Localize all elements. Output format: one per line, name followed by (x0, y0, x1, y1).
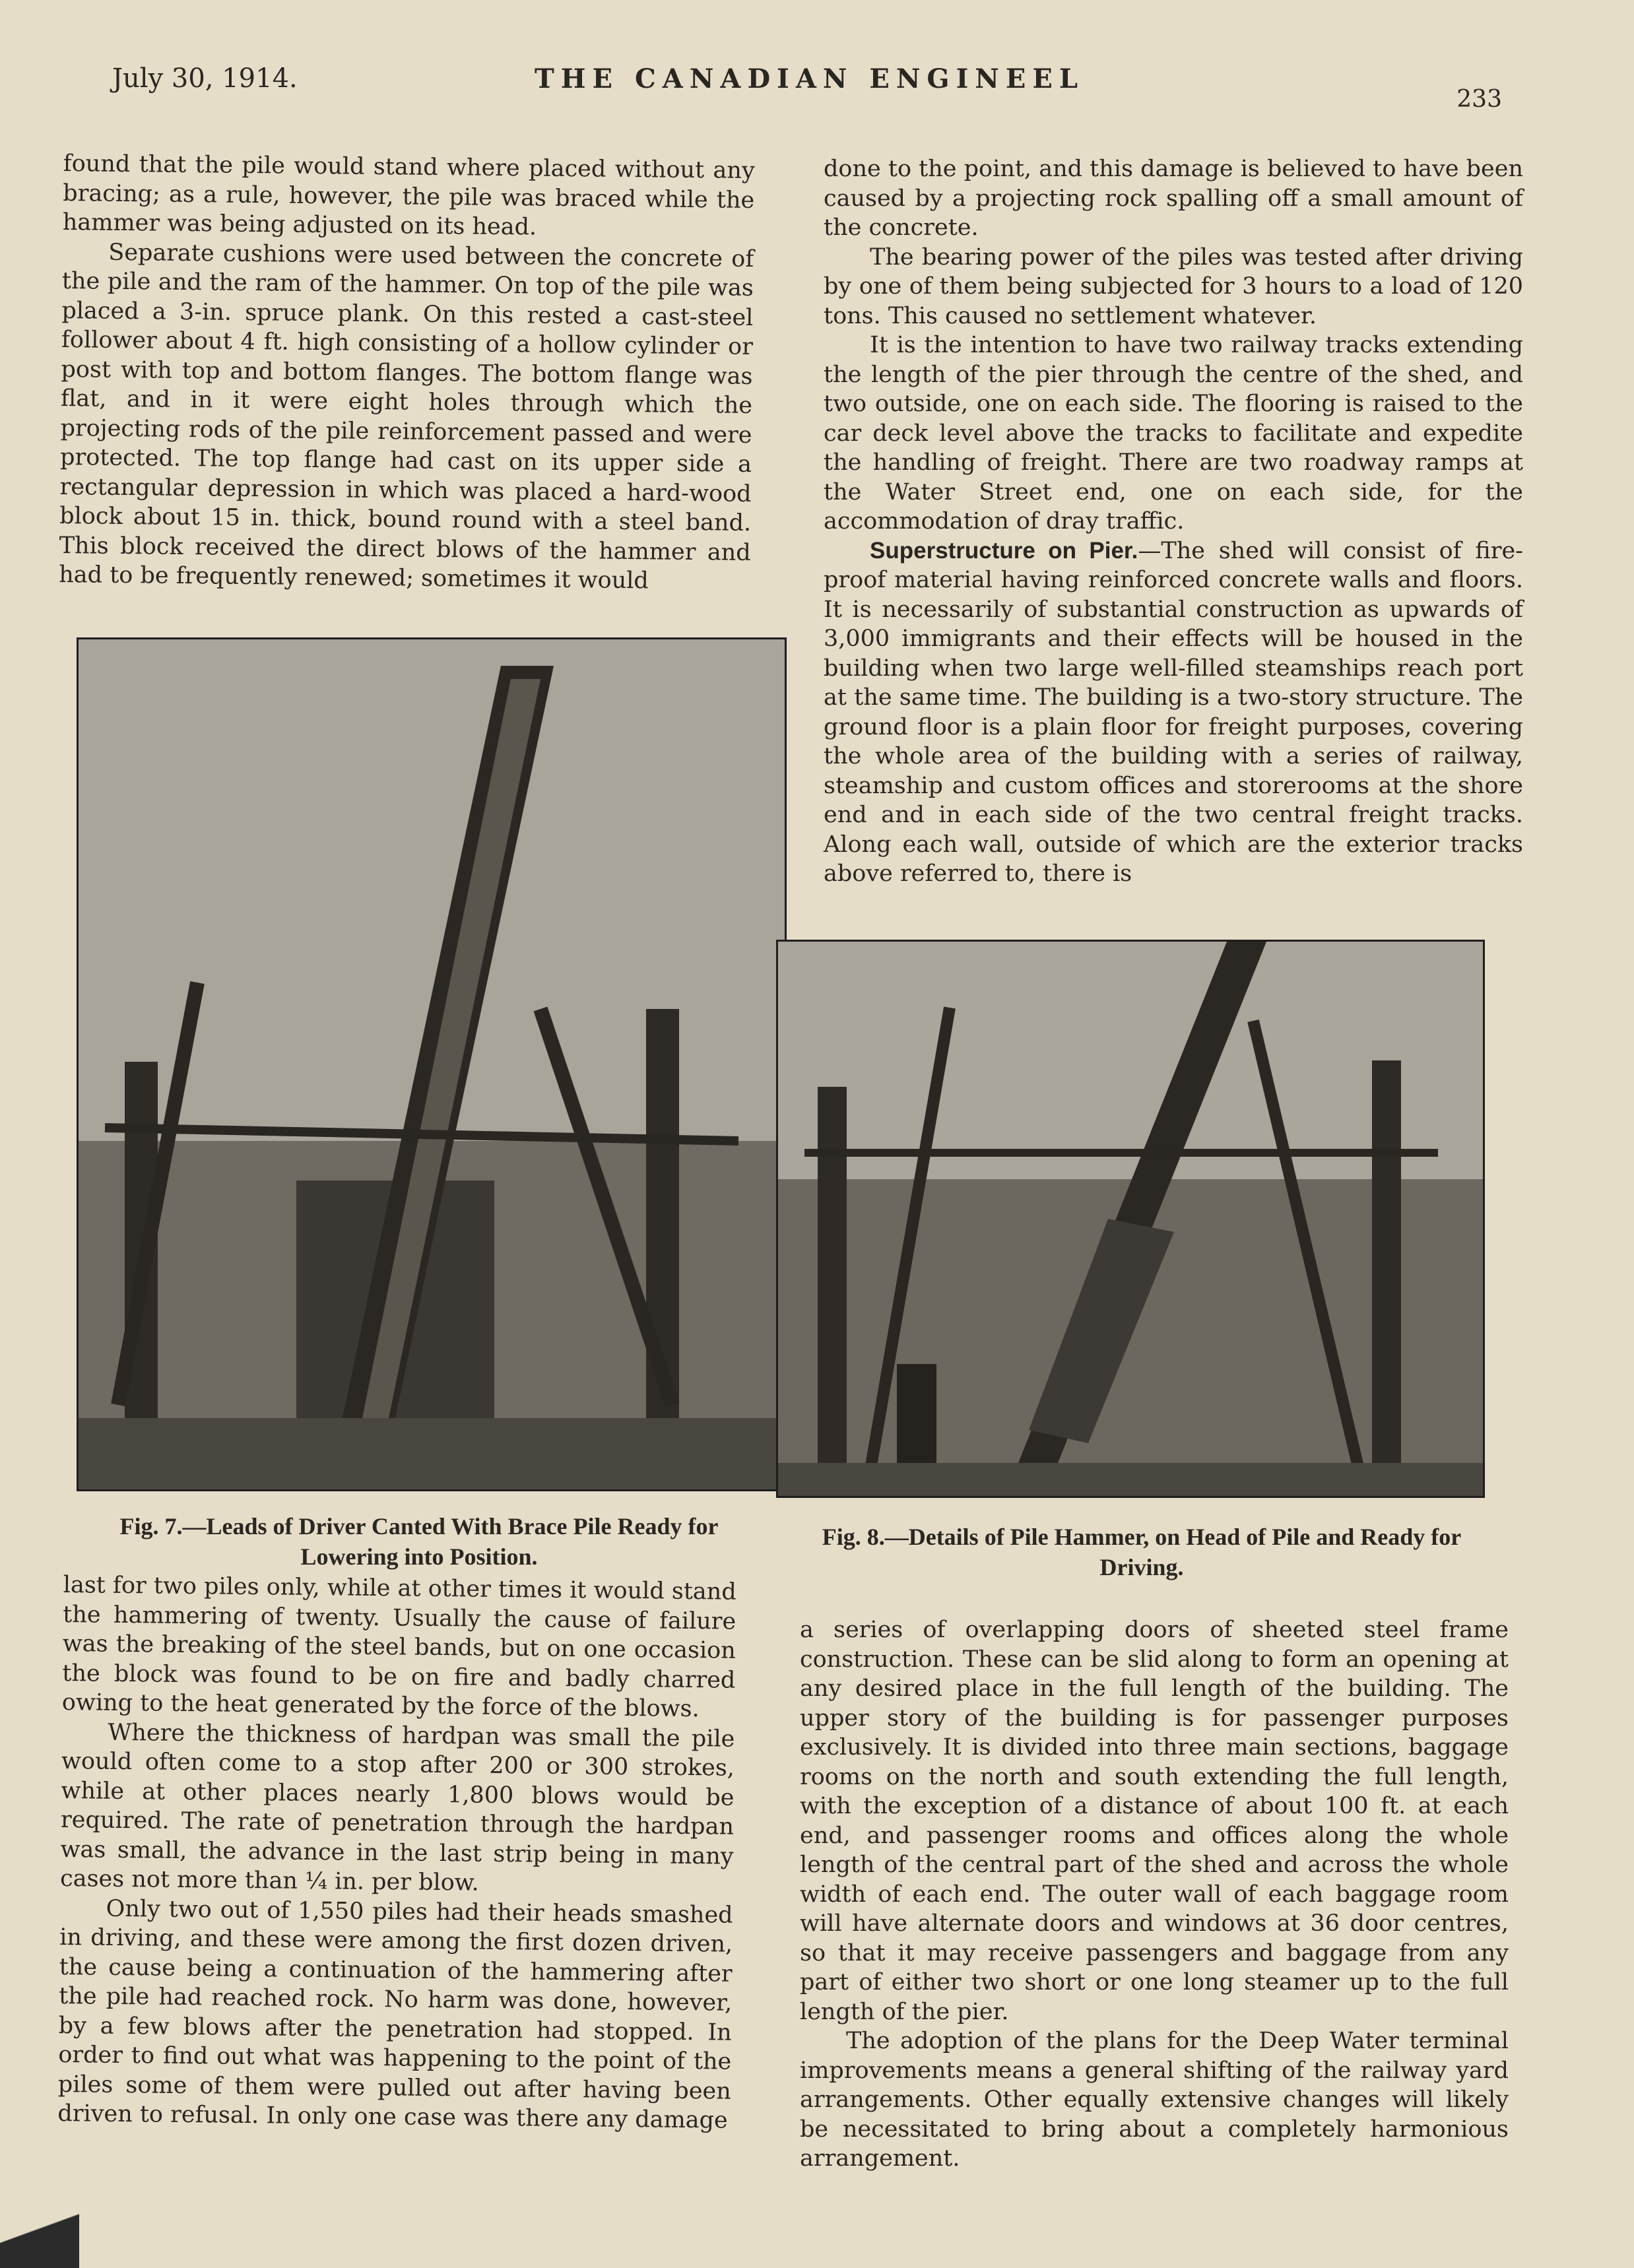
page-number: 233 (1456, 86, 1502, 113)
paragraph: found that the pile would stand where placed without any bracing; as a rule, however, the pile was braced while the hammer was being adjusted on its head. (62, 150, 755, 241)
paragraph: a series of overlapping doors of sheeted steel frame construction. These can be slid along to form an opening at any desired place in the full length of the building. The upper story of the building is for passenger purposes exclusively. It is divided into three main sections, baggage rooms on the north and south extending the full length, with the exception of a distance of about 100 ft. at each end, and passenger rooms and offices along the whole length of the central part of the shed and across the whole width of each end. The outer wall of each baggage room will have alternate doors and windows at 36 door centres, so that it may receive passengers and baggage from any part of either two short or one long steamer up to the full length of the pier. (800, 1617, 1509, 2025)
paragraph: Where the thickness of hardpan was small the pile would often come to a stop after 200 or 300 strokes, while at other places nearly 1,800 blows would be required. The rate of penetration through the hardpan was small, the advance in the last strip being in many cases not more than ¼ in. per blow. (59, 1719, 735, 1896)
paragraph: The bearing power of the piles was tested after driving by one of them being subjected for 3 hours to a load of 120 tons. This caused no settlement whatever. (824, 243, 1523, 329)
journal-title: THE CANADIAN ENGINEEL (535, 63, 1084, 94)
paragraph: It is the intention to have two railway tracks extending the length of the pier through the centre of the shed, and two outside, one on each side. The flooring is raised to the car deck level above the tracks to facilitate and expedite the handling of freight. There are two roadway ramps at the Water Street end, one on each side, for the accommodation of dray traffic. (824, 332, 1523, 535)
fig7-caption: Fig. 7.—Leads of Driver Canted With Brace Pile Ready for Lowering into Position. (119, 1513, 719, 1570)
pile-driver-canted-illustration (79, 639, 785, 1489)
running-header (112, 63, 1502, 113)
right-column-bottom (800, 1615, 1509, 2174)
fig8-photo (776, 940, 1485, 1498)
superstructure-paragraph (824, 536, 1523, 889)
right-column-top (824, 154, 1523, 889)
fig7-photo (77, 637, 787, 1491)
paragraph: Separate cushions were used between the concrete of the pile and the ram of the hammer. On top of the pile was placed a 3-in. spruce plank. On this rested a cast-steel follower about 4 ft. high consisting of a hollow cylinder or post with top and bottom flanges. The bottom flange was flat, and in it were eight holes through which the projecting rods of the pile reinforcement passed and were protected. The top flange had cast on its upper side a rectangular depression in which was placed a hard-wood block about 15 in. thick, bound round with a steel band. This block received the direct blows of the hammer and had to be frequently renewed; sometimes it would (59, 239, 754, 595)
fig8-caption: Fig. 8.—Details of Pile Hammer, on Head of Pile and Ready for Driving. (822, 1524, 1462, 1580)
left-column-bottom (57, 1571, 736, 2135)
issue-date: July 30, 1914. (112, 63, 298, 94)
paragraph: last for two piles only, while at other times it would stand the hammering of twenty. Usually the cause of failure was the breaking of the steel bands, but on one occasion the block was found to be on fire and badly charred owing to the heat generated by the force of the blows. (61, 1572, 736, 1723)
page-edge-shadow (0, 2176, 79, 2268)
paragraph: The adoption of the plans for the Deep Water terminal improvements means a general shifting of the railway yard arrangements. Other equally extensive changes will likely be necessitated to bring about a completely harmonious arrangement. (800, 2028, 1509, 2172)
left-column-top (59, 149, 755, 597)
section-text: —The shed will consist of fire-proof material having reinforced concrete walls and floors. It is necessarily of substantial construction as upwards of 3,000 immigrants and their effects will be housed in the building when two large well-filled steamships reach port at the same time. The building is a two-story structure. The ground floor is a plain floor for freight purposes, covering the whole area of the building with a series of railway, steamship and custom offices and storerooms at the shore end and in each side of the two central freight tracks. Along each wall, outside of which are the exterior tracks above referred to, there is (824, 537, 1523, 887)
pile-hammer-illustration (778, 942, 1483, 1496)
paragraph: Only two out of 1,550 piles had their heads smashed in driving, and these were among the first dozen driven, the cause being a continuation of the hammering after the pile had reached rock. No harm was done, however, by a few blows after the penetration had stopped. In order to find out what was happening to the point of the piles some of them were pulled out after having been driven to refusal. In only one case was there any damage (57, 1895, 733, 2134)
paragraph: done to the point, and this damage is believed to have been caused by a projecting rock spalling off a small amount of the concrete. (824, 156, 1523, 241)
section-heading: Superstructure on Pier. (870, 537, 1138, 564)
